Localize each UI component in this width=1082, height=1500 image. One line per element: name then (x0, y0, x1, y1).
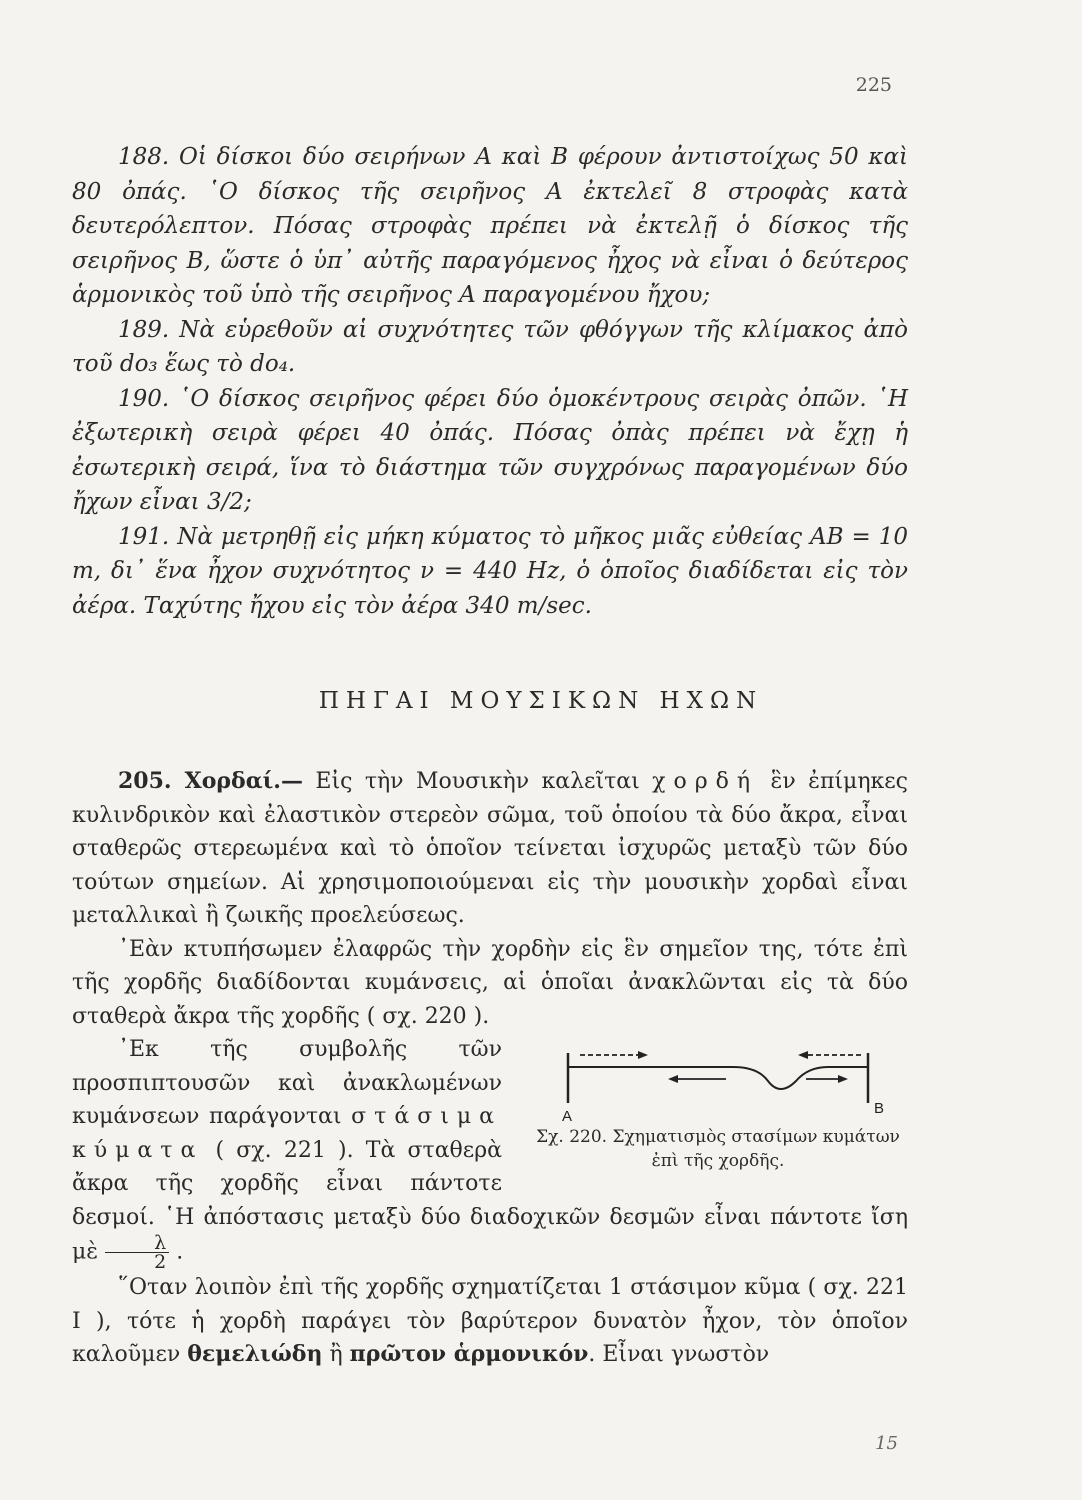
paragraph-waves: ᾽Εὰν κτυπήσωμεν ἐλαφρῶς τὴν χορδὴν εἰς ἓν σημεῖον της, τότε ἐπὶ τῆς χορδῆς διαδίδονται κυμάνσεις, αἱ ὁποῖαι ἀνακλῶνται εἰς τὰ δύο σταθερὰ ἄκρα τῆς χορδῆς ( σχ. 220 ). (72, 936, 908, 1029)
text: . Εἶναι γνωστὸν (588, 1342, 770, 1367)
exercise-191: 191. Νὰ μετρηθῇ εἰς μήκη κύματος τὸ μῆκος μιᾶς εὐθείας AB = 10 m, δι᾽ ἕνα ἦχον συχνότητος ν = 440 Hz, ὁ ὁποῖος διαδίδεται εἰς τὸν ἀέρα. Ταχύτης ἤχου εἰς τὸν ἀέρα 340 m/sec. (72, 523, 908, 619)
term-chord: χορδή (652, 769, 759, 794)
string-line (568, 1067, 868, 1089)
arrowhead (638, 1051, 648, 1059)
text: ( σχ. 221 ). Τὰ σταθερὰ ἄκρα τῆς χορδῆς εἶναι πάντοτε δεσμοί. ῾Η ἀπόστασις μεταξὺ δύο διαδοχικῶν δεσμῶν εἶναι πάντοτε ἴση μὲ (72, 1137, 908, 1265)
figure-caption: Σχ. 220. Σχηματισμὸς στασίμων κυμάτων ἐπὶ τῆς χορδῆς. (536, 1127, 900, 1171)
paragraph-definition (72, 765, 908, 933)
text: . (169, 1239, 184, 1265)
arrowhead (838, 1075, 848, 1083)
exercise-190: 190. ῾Ο δίσκος σειρῆνος φέρει δύο ὁμοκέντρους σειρὰς ὀπῶν. ῾Η ἐξωτερικὴ σειρὰ φέρει 40 ὀπάς. Πόσας ὀπὰς πρέπει νὰ ἔχῃ ἡ ἐσωτερικὴ σειρά, ἵνα τὸ διάστημα τῶν συγχρόνως παραγομένων δύο ἤχων εἶναι 3/2; (72, 385, 908, 515)
paragraph-fundamental (72, 1271, 908, 1372)
section-205 (72, 765, 908, 1372)
printer-signature: 15 (875, 1433, 898, 1454)
term-fundamental: θεμελιώδη (187, 1341, 323, 1367)
text: ἢ (322, 1342, 350, 1367)
label-b: B (874, 1100, 885, 1117)
text: Εἰς τὴν Μουσικὴν καλεῖται (302, 769, 653, 794)
term-first-harmonic: πρῶτον ἁρμονικόν (349, 1341, 589, 1367)
figure-220 (528, 1045, 908, 1173)
chapter-heading: ΠΗΓΑΙ ΜΟΥΣΙΚΩΝ ΗΧΩΝ (318, 688, 764, 714)
arrowhead (668, 1075, 678, 1083)
exercise-188: 188. Οἱ δίσκοι δύο σειρήνων A καὶ B φέρουν ἀντιστοίχως 50 καὶ 80 ὀπάς. ῾Ο δίσκος τῆς σειρῆνος A ἐκτελεῖ 8 στροφὰς κατὰ δευτερόλεπτον. Πόσας στροφὰς πρέπει νὰ ἐκτελῇ ὁ δίσκος τῆς σειρῆνος B, ὥστε ὁ ὑπ᾽ αὐτῆς παραγόμενος ἦχος νὰ εἶναι ὁ δεύτερος ἁρμονικὸς τοῦ ὑπὸ τῆς σειρῆνος A παραγομένου ἤχου; (72, 144, 908, 308)
fraction (105, 1234, 169, 1271)
text: ᾽Εκ τῆς συμβολῆς τῶν προσπιπτουσῶν καὶ ἀνακλωμένων κυμάνσεων παράγονται (72, 1037, 502, 1129)
text: ῞Οταν λοιπὸν ἐπὶ τῆς χορδῆς σχηματίζεται 1 στάσιμον κῦμα ( σχ. 221 I ), τότε ἡ χορδὴ παράγει τὸν βαρύτερον δυνατὸν ἦχον, τὸν ὁποῖον καλοῦμεν (72, 1275, 908, 1367)
page-number: 225 (855, 74, 892, 96)
standing-wave-diagram (538, 1045, 898, 1125)
arrowhead (798, 1051, 808, 1059)
exercise-list (72, 140, 908, 623)
fraction-numerator: λ (105, 1234, 169, 1253)
text: ἓν ἐπίμηκες κυλινδρικὸν καὶ ἐλαστικὸν στερεὸν σῶμα, τοῦ ὁποίου τὰ δύο ἄκρα, εἶναι σταθερῶς στερεωμένα καὶ τὸ ὁποῖον τείνεται ἰσχυρῶς μεταξὺ τῶν δύο τούτων σημείων. Αἱ χρησιμοποιούμεναι εἰς τὴν μουσικὴν χορδαὶ εἶναι μεταλλικαὶ ἢ ζωικῆς προελεύσεως. (72, 769, 908, 928)
section-title: 205. Χορδαί.— (118, 768, 303, 794)
fraction-denominator: 2 (154, 1251, 167, 1273)
term-standing-waves: στάσιμα κύματα (72, 1104, 502, 1163)
exercise-189: 189. Νὰ εὑρεθοῦν αἱ συχνότητες τῶν φθόγγων τῆς κλίμακος ἀπὸ τοῦ do₃ ἕως τὸ do₄. (72, 316, 908, 377)
label-a: A (562, 1108, 573, 1125)
